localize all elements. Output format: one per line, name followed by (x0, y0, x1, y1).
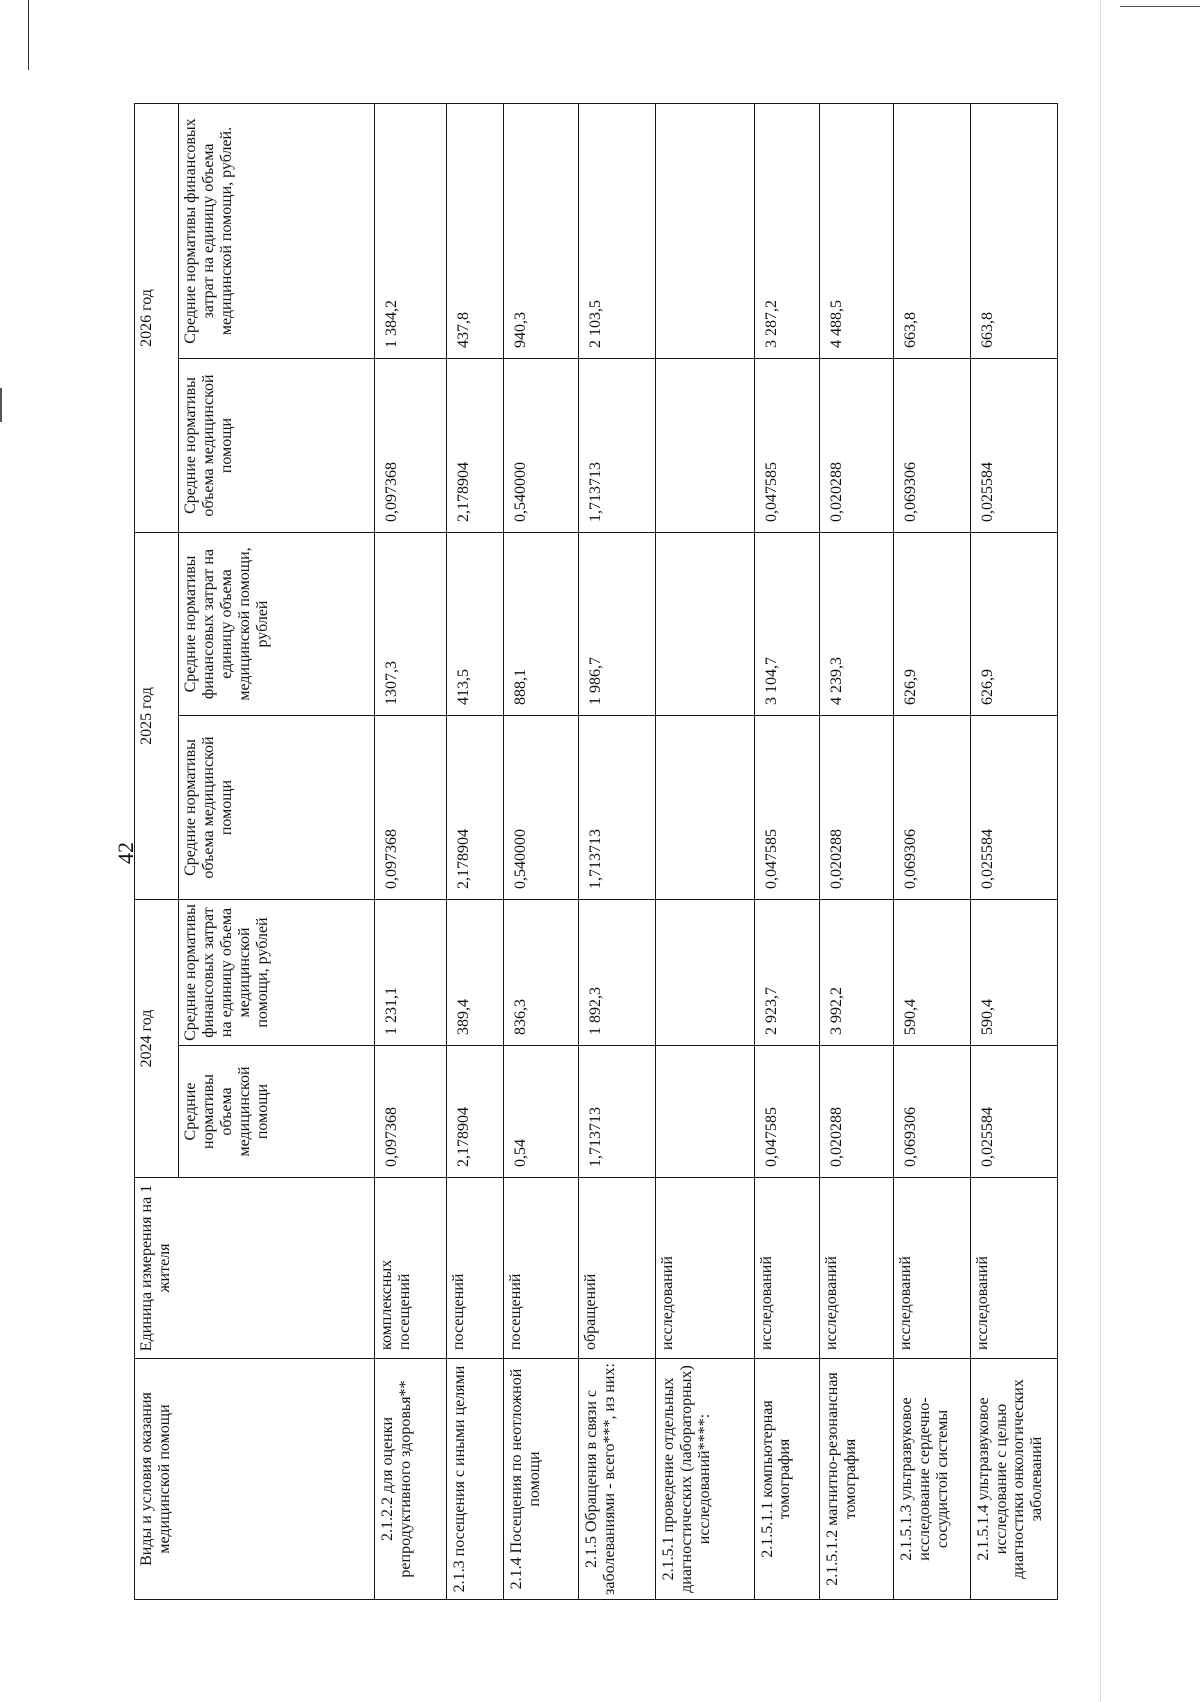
value-cost-2025: 888,1 (504, 533, 579, 716)
scan-edge-mark (0, 388, 2, 422)
value-cost-2026: 4 488,5 (820, 104, 893, 359)
table-row (820, 104, 893, 1600)
value-cost-2025: 626,9 (970, 533, 1057, 716)
row-category: 2.1.5.1.1 компьютерная томография (754, 1359, 820, 1600)
value-cost-2025: 3 104,7 (754, 533, 820, 716)
row-unit: исследований (820, 1178, 893, 1359)
value-cost-2026: 3 287,2 (754, 104, 820, 359)
value-cost-2026: 940,3 (504, 104, 579, 359)
value-volume-2026: 0,020288 (820, 359, 893, 533)
table-row (893, 104, 970, 1600)
value-cost-2024: 590,4 (970, 900, 1057, 1046)
value-volume-2026: 0,025584 (970, 359, 1057, 533)
value-cost-2025: 626,9 (893, 533, 970, 716)
value-volume-2024: 0,097368 (375, 1046, 447, 1178)
row-unit: исследований (893, 1178, 970, 1359)
row-category: 2.1.4 Посещения по неотложной помощи (504, 1359, 579, 1600)
header-category: Виды и условия оказания медицинской помощи (135, 1359, 375, 1600)
value-cost-2024: 2 923,7 (754, 900, 820, 1046)
value-volume-2025: 0,097368 (375, 716, 447, 900)
value-volume-2025: 0,540000 (504, 716, 579, 900)
scan-edge-mark (1100, 0, 1101, 1702)
value-volume-2025: 0,069306 (893, 716, 970, 900)
value-volume-2025: 1,713713 (579, 716, 656, 900)
row-category: 2.1.5.1.4 ультразвуковое исследование с целью диагностики онкологических заболеваний (970, 1359, 1057, 1600)
row-category: 2.1.5.1.2 магнитно-резонансная томография (820, 1359, 893, 1600)
value-volume-2024: 2,178904 (447, 1046, 504, 1178)
value-volume-2026: 0,540000 (504, 359, 579, 533)
value-cost-2024: 389,4 (447, 900, 504, 1046)
value-cost-2024: 1 231,1 (375, 900, 447, 1046)
header-cost-2026: Средние нормативы финансовых затрат на единицу объема медицинской помощи, рублей. (179, 104, 375, 359)
header-year-2026: 2026 год (135, 104, 179, 533)
scan-edge-mark (1120, 6, 1200, 7)
value-volume-2026 (655, 359, 754, 533)
row-category: 2.1.3 посещения с иными целями (447, 1359, 504, 1600)
header-year-2024: 2024 год (135, 900, 179, 1178)
scan-edge-mark (28, 0, 29, 70)
value-cost-2024: 1 892,3 (579, 900, 656, 1046)
value-volume-2025: 0,025584 (970, 716, 1057, 900)
rotated-table-container (134, 104, 1058, 1600)
value-volume-2026: 0,047585 (754, 359, 820, 533)
value-cost-2025 (655, 533, 754, 716)
value-volume-2024: 0,020288 (820, 1046, 893, 1178)
value-volume-2026: 0,097368 (375, 359, 447, 533)
table-row (579, 104, 656, 1600)
table-row (447, 104, 504, 1600)
value-volume-2026: 1,713713 (579, 359, 656, 533)
value-cost-2025: 1 986,7 (579, 533, 656, 716)
row-unit: комплексных посещений (375, 1178, 447, 1359)
value-cost-2025: 4 239,3 (820, 533, 893, 716)
value-cost-2026 (655, 104, 754, 359)
value-cost-2026: 437,8 (447, 104, 504, 359)
value-volume-2026: 0,069306 (893, 359, 970, 533)
header-cost-2025: Средние нормативы финансовых затрат на единицу объема медицинской помощи, рублей (179, 533, 375, 716)
value-volume-2024: 0,025584 (970, 1046, 1057, 1178)
row-unit: исследований (970, 1178, 1057, 1359)
value-cost-2024: 836,3 (504, 900, 579, 1046)
row-category: 2.1.5 Обращения в связи с заболеваниями - всего***, из них: (579, 1359, 656, 1600)
table-row (970, 104, 1057, 1600)
row-unit: посещений (447, 1178, 504, 1359)
value-cost-2026: 1 384,2 (375, 104, 447, 359)
value-cost-2024: 3 992,2 (820, 900, 893, 1046)
value-cost-2026: 663,8 (893, 104, 970, 359)
row-unit: исследований (754, 1178, 820, 1359)
table-row (375, 104, 447, 1600)
row-category: 2.1.2.2 для оценки репродуктивного здоровья** (375, 1359, 447, 1600)
header-volume-2025: Средние нормативы объема медицинской помощи (179, 716, 375, 900)
value-volume-2024 (655, 1046, 754, 1178)
row-category: 2.1.5.1.3 ультразвуковое исследование сердечно-сосудистой системы (893, 1359, 970, 1600)
table-row (655, 104, 754, 1600)
row-unit: посещений (504, 1178, 579, 1359)
header-volume-2026: Средние нормативы объема медицинской помощи (179, 359, 375, 533)
page-number: 42 (113, 842, 138, 864)
value-volume-2025: 0,020288 (820, 716, 893, 900)
header-unit: Единица измерения на 1 жителя (135, 1178, 375, 1359)
value-cost-2024 (655, 900, 754, 1046)
value-volume-2024: 0,54 (504, 1046, 579, 1178)
row-category: 2.1.5.1 проведение отдельных диагностических (лабораторных) исследований****: (655, 1359, 754, 1600)
value-volume-2025 (655, 716, 754, 900)
value-volume-2025: 2,178904 (447, 716, 504, 900)
header-volume-2024: Средние нормативы объема медицинской помощи (179, 1046, 375, 1178)
value-cost-2025: 1307,3 (375, 533, 447, 716)
table-row (504, 104, 579, 1600)
table-row (754, 104, 820, 1600)
value-cost-2026: 663,8 (970, 104, 1057, 359)
row-unit: исследований (655, 1178, 754, 1359)
norms-table (134, 103, 1058, 1600)
header-cost-2024: Средние нормативы финансовых затрат на единицу объема медицинской помощи, рублей (179, 900, 375, 1046)
value-volume-2025: 0,047585 (754, 716, 820, 900)
value-cost-2024: 590,4 (893, 900, 970, 1046)
value-cost-2025: 413,5 (447, 533, 504, 716)
value-volume-2024: 0,069306 (893, 1046, 970, 1178)
value-volume-2024: 0,047585 (754, 1046, 820, 1178)
value-cost-2026: 2 103,5 (579, 104, 656, 359)
header-year-2025: 2025 год (135, 533, 179, 900)
row-unit: обращений (579, 1178, 656, 1359)
value-volume-2024: 1,713713 (579, 1046, 656, 1178)
value-volume-2026: 2,178904 (447, 359, 504, 533)
